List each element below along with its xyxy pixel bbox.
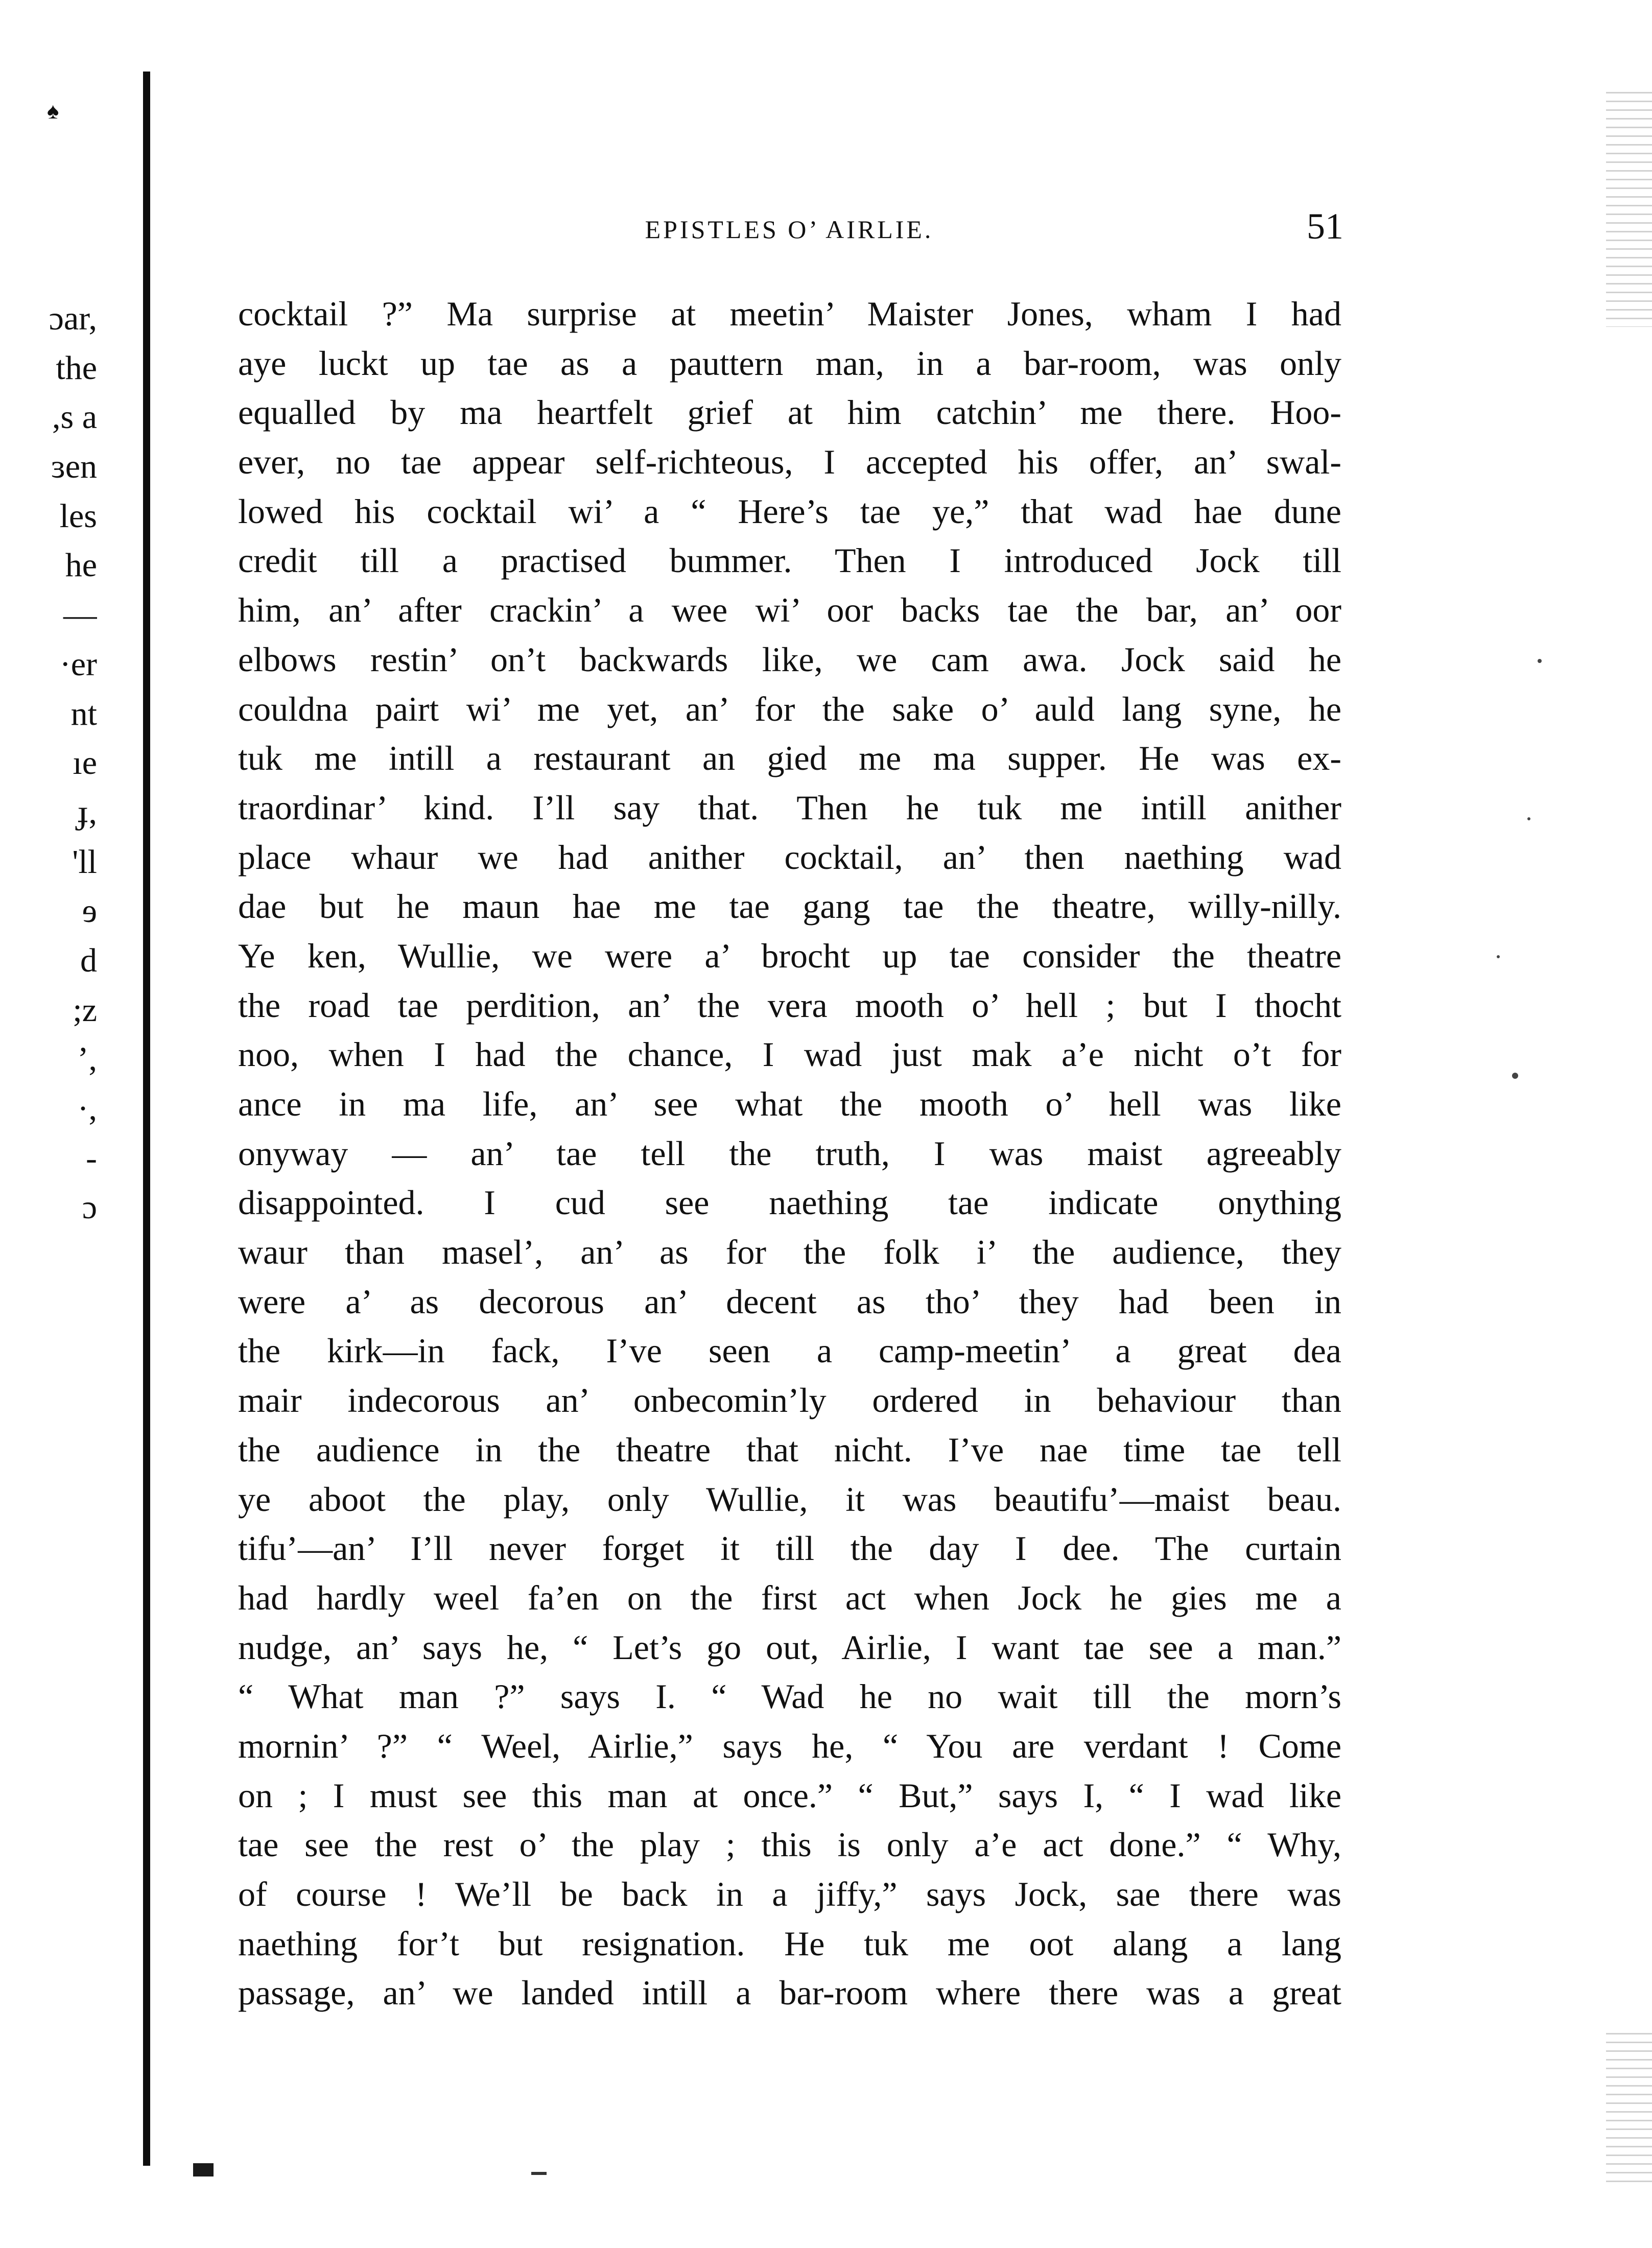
scan-noise	[1606, 2033, 1652, 2186]
running-header	[235, 204, 1343, 250]
fragment-line: les	[59, 497, 97, 535]
text-line: ever, no tae appear self-richteous, I accepted his offer, an’ swal-	[238, 442, 1341, 482]
text-line: tifu’—an’ I’ll never forget it till the day I dee. The curtain	[238, 1529, 1341, 1568]
fragment-line: ɜen	[51, 448, 97, 486]
text-line: waur than masel’, an’ as for the folk i’ the audience, they	[238, 1233, 1341, 1272]
text-line: place whaur we had anither cocktail, an’ then naething wad	[238, 837, 1341, 877]
scan-speck	[1527, 817, 1530, 820]
text-line: on ; I must see this man at once.” “ But,” says I, “ I wad like	[238, 1776, 1341, 1815]
fragment-line: -	[86, 1139, 97, 1177]
text-line: lowed his cocktail wi’ a “ Here’s tae ye,” that wad hae dune	[238, 491, 1341, 531]
text-line: Ye ken, Wullie, we were a’ brocht up tae consider the theatre	[238, 936, 1341, 975]
previous-page-fragments	[0, 294, 97, 1233]
text-line: of course ! We’ll be back in a jiffy,” says Jock, sae there was	[238, 1875, 1341, 1913]
text-line: mornin’ ?” “ Weel, Airlie,” says he, “ You are verdant ! Come	[238, 1726, 1341, 1765]
binding-shadow	[143, 72, 150, 2166]
fragment-line: ɔar,	[49, 300, 97, 337]
fragment-line: the	[56, 349, 97, 387]
fragment-line: ɟ,	[77, 793, 97, 831]
fragment-line: ,s a	[52, 398, 97, 436]
scan-speck	[1497, 955, 1500, 958]
text-line: couldna pairt wi’ me yet, an’ for the sake o’ auld lang syne, he	[238, 689, 1341, 728]
text-line: cocktail ?” Ma surprise at meetin’ Maister Jones, wham I had	[238, 294, 1341, 333]
text-line: him, an’ after crackin’ a wee wi’ oor backs tae the bar, an’ oor	[238, 590, 1341, 630]
fragment-line: nt	[70, 695, 97, 732]
fragment-line: d	[80, 941, 97, 979]
text-line: the kirk—in fack, I’ve seen a camp-meetin’ a great dea	[238, 1331, 1341, 1370]
ink-dash	[531, 2172, 547, 2175]
text-line: disappointed. I cud see naething tae indicate onything	[238, 1183, 1341, 1222]
text-line: nudge, an’ says he, “ Let’s go out, Airlie, I want tae see a man.”	[238, 1627, 1341, 1667]
text-line: passage, an’ we landed intill a bar-room where there was a great	[238, 1973, 1341, 2013]
fragment-line: ɔ	[82, 1189, 97, 1226]
text-line: dae but he maun hae me tae gang tae the theatre, willy-nilly.	[238, 887, 1341, 926]
text-line: mair indecorous an’ onbecomin’ly ordered in behaviour than	[238, 1381, 1341, 1420]
fragment-line: 'll	[72, 843, 97, 881]
body-text	[238, 289, 1341, 2018]
fragment-line: —	[63, 596, 97, 634]
scan-speck	[1512, 1073, 1518, 1079]
fragment-line: ;z	[73, 991, 97, 1029]
text-line: equalled by ma heartfelt grief at him catchin’ me there. Hoo-	[238, 393, 1341, 432]
text-line: naething for’t but resignation. He tuk me oot alang a lang	[238, 1924, 1341, 1963]
text-line: credit till a practised bummer. Then I introduced Jock till	[238, 541, 1341, 580]
scan-noise	[1606, 92, 1652, 327]
fragment-line: ıe	[73, 744, 97, 782]
ink-blot	[193, 2163, 214, 2176]
text-line: “ What man ?” says I. “ Wad he no wait till the morn’s	[238, 1677, 1341, 1716]
text-line: onyway — an’ tae tell the truth, I was maist agreeably	[238, 1133, 1341, 1173]
text-line: traordinar’ kind. I’ll say that. Then he tuk me intill anither	[238, 788, 1341, 827]
text-line: ance in ma life, an’ see what the mooth o’ hell was like	[238, 1084, 1341, 1123]
text-line: were a’ as decorous an’ decent as tho’ they had been in	[238, 1282, 1341, 1321]
fragment-line: ·er	[59, 645, 97, 683]
text-line: tae see the rest o’ the play ; this is only a’e act done.” “ Why,	[238, 1825, 1341, 1864]
fragment-line: he	[65, 547, 97, 584]
text-line: ye aboot the play, only Wullie, it was beautifu’—maist beau.	[238, 1479, 1341, 1519]
scan-speck	[1538, 659, 1542, 663]
text-line: had hardly weel fa’en on the first act when Jock he gies me a	[238, 1578, 1341, 1617]
text-line: aye luckt up tae as a pauttern man, in a bar-room, was only	[238, 343, 1341, 383]
text-line: elbows restin’ on’t backwards like, we cam awa. Jock said he	[238, 640, 1341, 679]
text-line: tuk me intill a restaurant an gied me ma supper. He was ex-	[238, 739, 1341, 778]
page-number: 51	[1307, 206, 1343, 247]
text-line: noo, when I had the chance, I wad just mak a’e nicht o’t for	[238, 1035, 1341, 1074]
ink-mark: ♠	[47, 99, 59, 124]
running-title: EPISTLES O’ AIRLIE.	[645, 215, 934, 244]
fragment-line: ’,	[77, 1040, 97, 1078]
fragment-line: ɘ	[82, 892, 97, 930]
fragment-line: ·,	[77, 1090, 97, 1127]
text-line: the audience in the theatre that nicht. I’ve nae time tae tell	[238, 1430, 1341, 1469]
text-line: the road tae perdition, an’ the vera mooth o’ hell ; but I thocht	[238, 985, 1341, 1025]
